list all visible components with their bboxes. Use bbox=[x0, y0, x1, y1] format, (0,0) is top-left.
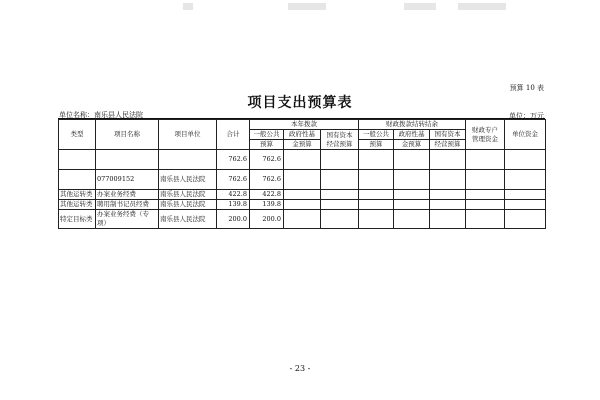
header-gov-fund-budget: 金预算 bbox=[284, 140, 321, 150]
table-row: 762.6 762.6 bbox=[59, 150, 546, 170]
scan-artifact bbox=[183, 3, 193, 10]
scan-artifact bbox=[288, 3, 326, 10]
budget-table bbox=[58, 119, 546, 229]
scan-artifact bbox=[458, 3, 506, 10]
header-unit-funds: 单位资金 bbox=[505, 120, 546, 150]
header-project-name: 项目名称 bbox=[96, 120, 159, 150]
table-row: 077009152 南乐县人民法院 762.6 762.6 bbox=[59, 170, 546, 190]
header-current-year: 本年拨款 bbox=[250, 120, 359, 130]
header-carry-general-public: 一般公共 bbox=[359, 130, 394, 140]
header-project-unit: 项目单位 bbox=[159, 120, 217, 150]
form-number: 预算 10 表 bbox=[509, 84, 544, 92]
currency-unit-label: 单位：万元 bbox=[509, 112, 544, 120]
header-general-public-budget: 预算 bbox=[250, 140, 284, 150]
header-carry-gov-fund: 政府性基 bbox=[394, 130, 430, 140]
header-type: 类型 bbox=[59, 120, 96, 150]
unit-name-label: 单位名称：南乐县人民法院 bbox=[59, 111, 143, 119]
header-carryover: 财政拨款结转结余 bbox=[359, 120, 466, 130]
header-special-account: 财政专户 管理资金 bbox=[466, 120, 505, 150]
header-state-capital: 国有资本 经营预算 bbox=[321, 130, 359, 150]
header-carry-budget: 预算 bbox=[359, 140, 394, 150]
header-carry-state-capital-budget: 经营预算 bbox=[430, 140, 466, 150]
table-row: 特定目标类 办案业务经费（专项） 南乐县人民法院 200.0 200.0 bbox=[59, 210, 546, 229]
table-row: 其他运转类 聘用制书记员经费 南乐县人民法院 139.8 139.8 bbox=[59, 200, 546, 210]
header-carry-gov-fund-budget: 金预算 bbox=[394, 140, 430, 150]
page-number: - 23 - bbox=[289, 364, 311, 373]
header-carry-state-capital: 国有资本 bbox=[430, 130, 466, 140]
scan-artifact bbox=[404, 3, 436, 10]
page-title: 项目支出预算表 bbox=[247, 95, 353, 111]
header-gov-fund: 政府性基 bbox=[284, 130, 321, 140]
header-total: 合计 bbox=[217, 120, 250, 150]
header-general-public: 一般公共 bbox=[250, 130, 284, 140]
table-row: 其他运转类 办案业务经费 南乐县人民法院 422.8 422.8 bbox=[59, 190, 546, 200]
